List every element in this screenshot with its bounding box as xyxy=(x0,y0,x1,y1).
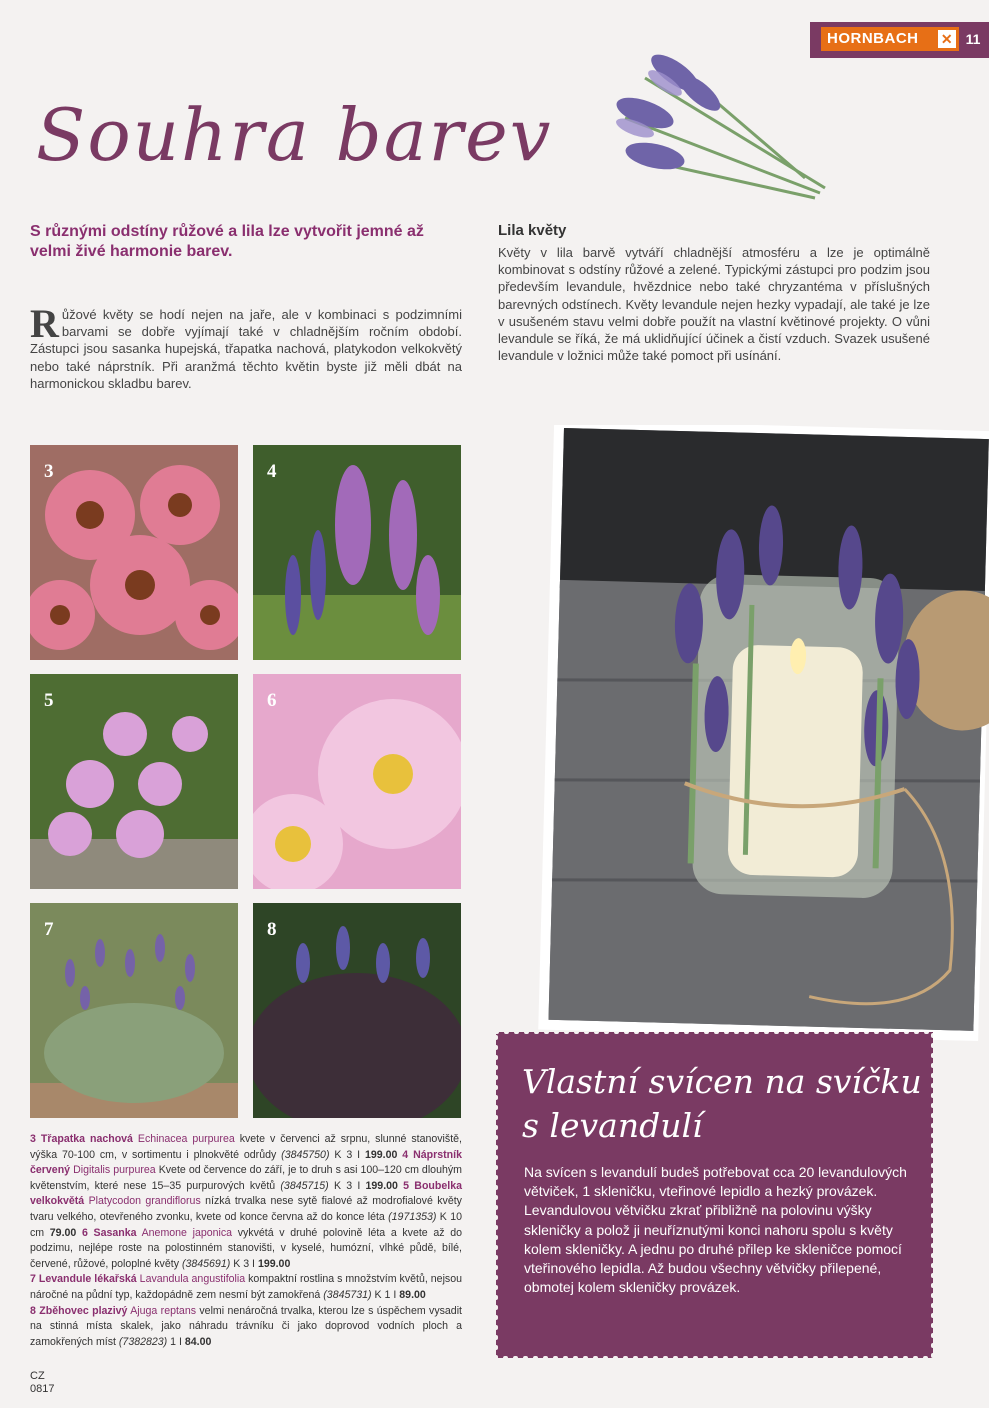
caption-number: 8 xyxy=(30,1304,36,1317)
drop-cap: R xyxy=(30,301,59,346)
caption-latin: Anemone japonica xyxy=(141,1226,233,1239)
caption-price: 84.00 xyxy=(184,1335,212,1348)
photo-ajuga xyxy=(253,903,461,1118)
caption-number: 4 xyxy=(402,1148,409,1161)
caption-text: velmi nenáročná trvalka, kterou lze s úspěchem vysadit na stinná místa skalek, jako náhradu trávníku či jako doprovod vodních ploch a zamokřených míst xyxy=(30,1304,462,1348)
digitalis-image xyxy=(253,445,461,660)
diy-text: Na svícen s levandulí budeš potřebovat cca 20 levandulových větviček, 1 skleničku, vteřinové lepidlo a hezký provázek. Levandulovou větvičku zkrať přibližně na polovinu výšky skleničky a polož ji neuříznutými konci nahoru spolu s květy kolem skleničky. A jednu po druhé přilep ke skleničce pomocí vteřinového lepidla. Až budou všechny větvičky přilepené, obmotej kolem skleničky provázek. xyxy=(524,1164,907,1296)
caption-text: nízká trvalka nese sytě fialové až modrofialové květy tvaru velkého, otevřeného zvonku, kvete od konce června až do konce léta xyxy=(30,1195,462,1223)
caption-name: Levandule lékařská xyxy=(38,1273,137,1286)
caption-latin: Echinacea purpurea xyxy=(137,1133,235,1145)
caption-item xyxy=(30,1133,462,1161)
echinacea-image xyxy=(30,445,238,660)
caption-price: 199.00 xyxy=(364,1148,398,1161)
caption-code: (1971353) xyxy=(388,1210,437,1223)
caption-latin: Ajuga reptans xyxy=(130,1304,197,1317)
photo-number: 8 xyxy=(267,919,277,940)
lavender-candle-photo xyxy=(516,425,989,1047)
caption-pack: K 10 cm xyxy=(30,1210,462,1239)
caption-pack: K 1 I xyxy=(371,1288,400,1301)
caption-code: (3845691) xyxy=(181,1257,231,1270)
caption-pack: K 3 I xyxy=(230,1257,258,1270)
catalog-code: CZ 0817 xyxy=(30,1370,55,1395)
diy-title: Vlastní svícen na svíčku s levandulí xyxy=(522,1062,922,1145)
caption-name: Zběhovec plazivý xyxy=(39,1304,128,1317)
caption-name: Náprstník červený xyxy=(30,1148,462,1177)
logo-mark-icon: ✕ xyxy=(938,30,956,48)
photo-number: 4 xyxy=(267,461,277,482)
caption-number: 5 xyxy=(403,1179,410,1192)
caption-price: 199.00 xyxy=(365,1179,398,1192)
caption-item xyxy=(30,1273,462,1301)
caption-price: 89.00 xyxy=(399,1288,426,1301)
caption-latin: Digitalis purpurea xyxy=(73,1164,156,1177)
platycodon-image xyxy=(30,674,238,889)
caption-number: 6 xyxy=(81,1226,88,1239)
caption-price: 79.00 xyxy=(49,1226,77,1239)
lila-title: Lila květy xyxy=(498,222,567,239)
body-text xyxy=(30,301,462,392)
caption-code: (7382823) xyxy=(118,1335,168,1348)
caption-latin: Lavandula angustifolia xyxy=(139,1273,246,1286)
ajuga-image xyxy=(253,903,461,1118)
caption-pack: K 3 I xyxy=(328,1179,366,1192)
caption-number: 3 xyxy=(30,1133,36,1145)
lila-text: Květy v lila barvě vytváří chladnější atmosféru a lze je optimálně kombinovat s odstíny růžové a zelené. Typickými zástupci pro podzim jsou především levandule, hvězdnice nebo také chryzantéma v příslušných barevných odstínech. Květy levandule nejen hezky vypadají, ale také je lze v usušeném stavu velmi dobře použít na vlastní květinové projekty. O vůni levandule se říká, že má uklidňující účinek a čistí vzduch. Svazek usušené levandule v ložnici může také pomoct při usínání. xyxy=(498,245,930,364)
caption-text: vykvétá v druhé polovině léta a kvete až do podzimu, nejlépe roste na polostinném stanovišti, v kyselé, humózní, vlhké půdě, bílé, červené, růžové, poloplné květy xyxy=(30,1226,462,1270)
brand-name: HORNBACH xyxy=(827,30,919,47)
caption-text: kompaktní rostlina s množstvím květů, nejsou náročné na půdní typ, každopádně zem nesmí být zamokřená xyxy=(30,1273,462,1301)
photo-platycodon xyxy=(30,674,238,889)
photo-number: 6 xyxy=(267,690,277,711)
caption-number: 7 xyxy=(30,1273,36,1286)
caption-text: Kvete od července do září, je to druh s asi 100–120 cm dlouhým květenstvím, které nese 15–35 purpurových květů xyxy=(30,1164,462,1192)
body-paragraph: ůžové květy se hodí nejen na jaře, ale v kombinaci s podzimními barvami se dobře vyjímají také v chladnějším ročním období. Zástupci jsou sasanka hupejská, třapatka nachová, platykodon velkokvětý nebo také náprstník. Při aranžmá těchto květin byste již měli dbát na harmonickou skladbu barev. xyxy=(30,307,462,391)
product-captions xyxy=(30,1132,462,1350)
photo-anemone xyxy=(253,674,461,889)
caption-name: Boubelka velkokvětá xyxy=(30,1179,462,1208)
caption-code: (3845715) xyxy=(280,1179,329,1192)
hornbach-logo xyxy=(821,27,959,51)
photo-digitalis xyxy=(253,445,461,660)
caption-name: Třapatka nachová xyxy=(40,1133,133,1145)
lavandula-image xyxy=(30,903,238,1118)
photo-echinacea xyxy=(30,445,238,660)
caption-price: 199.00 xyxy=(257,1257,291,1270)
caption-code: (3845731) xyxy=(323,1288,372,1301)
page-headline: Souhra barev xyxy=(36,93,553,177)
intro-text: S různými odstíny růžové a lila lze vytvořit jemné až velmi živé harmonie barev. xyxy=(30,223,424,260)
anemone-image xyxy=(253,674,461,889)
caption-item xyxy=(30,1227,462,1270)
caption-pack: K 3 I xyxy=(329,1148,365,1161)
photo-number: 7 xyxy=(44,919,54,940)
caption-item xyxy=(30,1305,462,1348)
caption-code: (3845750) xyxy=(281,1148,330,1161)
photo-number: 3 xyxy=(44,461,54,482)
caption-name: Sasanka xyxy=(93,1226,137,1239)
caption-latin: Platycodon grandiflorus xyxy=(88,1195,201,1208)
caption-pack: 1 I xyxy=(167,1335,185,1348)
lavender-illustration xyxy=(605,38,835,208)
page-number: 11 xyxy=(965,31,981,47)
photo-lavandula xyxy=(30,903,238,1118)
photo-number: 5 xyxy=(44,690,54,711)
caption-text: kvete v červenci až srpnu, slunné stanoviště, výška 70-100 cm, v sortimentu i plnokvěté odrůdy xyxy=(30,1133,462,1161)
